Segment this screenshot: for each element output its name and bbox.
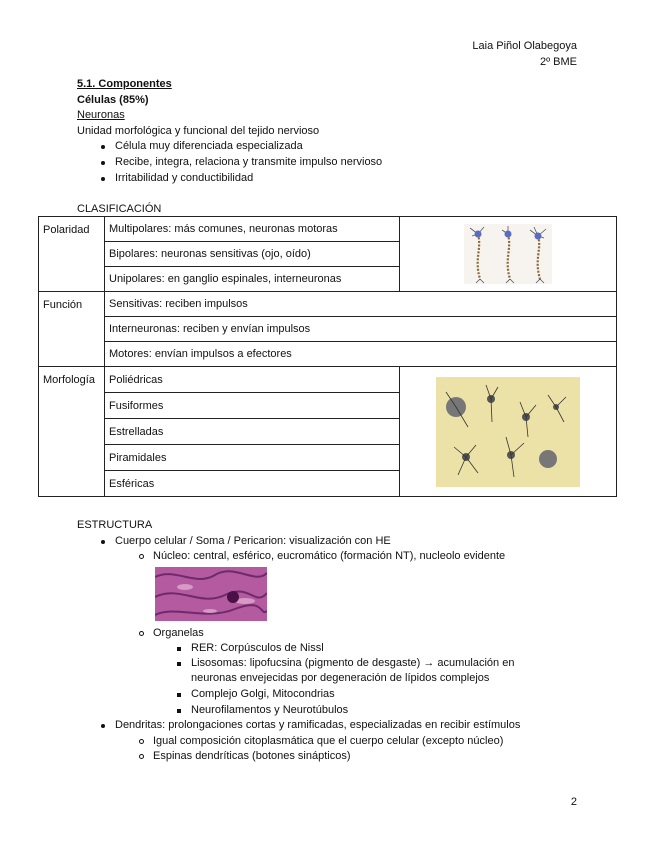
dendritas-bullet: Dendritas: prolongaciones cortas y ramificadas, especializadas en recibir estímulos [115,719,521,731]
neuronas-bullet: Recibe, integra, relaciona y transmite impulso nervioso [115,156,383,168]
morfologia-row: Estrelladas [105,419,400,445]
morfologia-row: Piramidales [105,445,400,471]
funcion-label: Función [39,292,105,367]
he-histology-image [155,567,267,621]
estructura-heading: ESTRUCTURA [77,519,153,531]
organela-item: Complejo Golgi, Mitocondrias [191,688,335,700]
clasificacion-heading: CLASIFICACIÓN [77,203,162,215]
funcion-row: Sensitivas: reciben impulsos [105,292,617,317]
section-subtitle: Células (85%) [77,94,149,106]
nucleo-bullet: Núcleo: central, esférico, eucromático (formación NT), nucleolo evidente [153,550,506,562]
dendritas-item: Igual composición citoplasmática que el cuerpo celular (excepto núcleo) [153,735,504,747]
morfologia-row: Esféricas [105,471,400,497]
author-name: Laia Piñol Olabegoya [472,40,577,52]
organelas-bullet: Organelas [153,627,204,639]
soma-bullet: Cuerpo celular / Soma / Pericarion: visualización con HE [115,535,391,547]
organela-item: Lisosomas: lipofucsina (pigmento de desgaste) → acumulación en [191,657,515,669]
funcion-row: Interneuronas: reciben y envían impulsos [105,317,617,342]
neuronas-bullet: Irritabilidad y conductibilidad [115,172,254,184]
course-label: 2º BME [539,56,577,68]
neuronas-bullet: Célula muy diferenciada especializada [115,140,303,152]
polaridad-row: Unipolares: en ganglio espinales, interneuronas [105,267,400,292]
section-title: 5.1. Componentes [77,78,172,90]
polaridad-row: Bipolares: neuronas sensitivas (ojo, oído) [105,242,400,267]
neuronas-definition: Unidad morfológica y funcional del tejido nervioso [77,125,320,137]
organela-item: Neurofilamentos y Neurotúbulos [191,704,349,716]
organela-item-continuation: neuronas envejecidas por degeneración de lípidos complejos [191,672,490,684]
page-number: 2 [570,796,577,808]
morfologia-label: Morfología [39,367,105,497]
morfologia-row: Fusiformes [105,393,400,419]
organela-item: RER: Corpúsculos de Nissl [191,642,324,654]
morphology-figure [400,367,617,497]
neuronas-heading: Neuronas [77,109,125,121]
neuron-morphology-illustration [436,377,580,487]
morfologia-row: Poliédricas [105,367,400,393]
funcion-row: Motores: envían impulsos a efectores [105,342,617,367]
neuron-types-figure [400,217,617,292]
polaridad-row: Multipolares: más comunes, neuronas motoras [105,217,400,242]
polaridad-label: Polaridad [39,217,105,292]
neuron-types-illustration [464,224,552,284]
clasificacion-table [38,216,617,497]
dendritas-item: Espinas dendríticas (botones sinápticos) [153,750,351,762]
